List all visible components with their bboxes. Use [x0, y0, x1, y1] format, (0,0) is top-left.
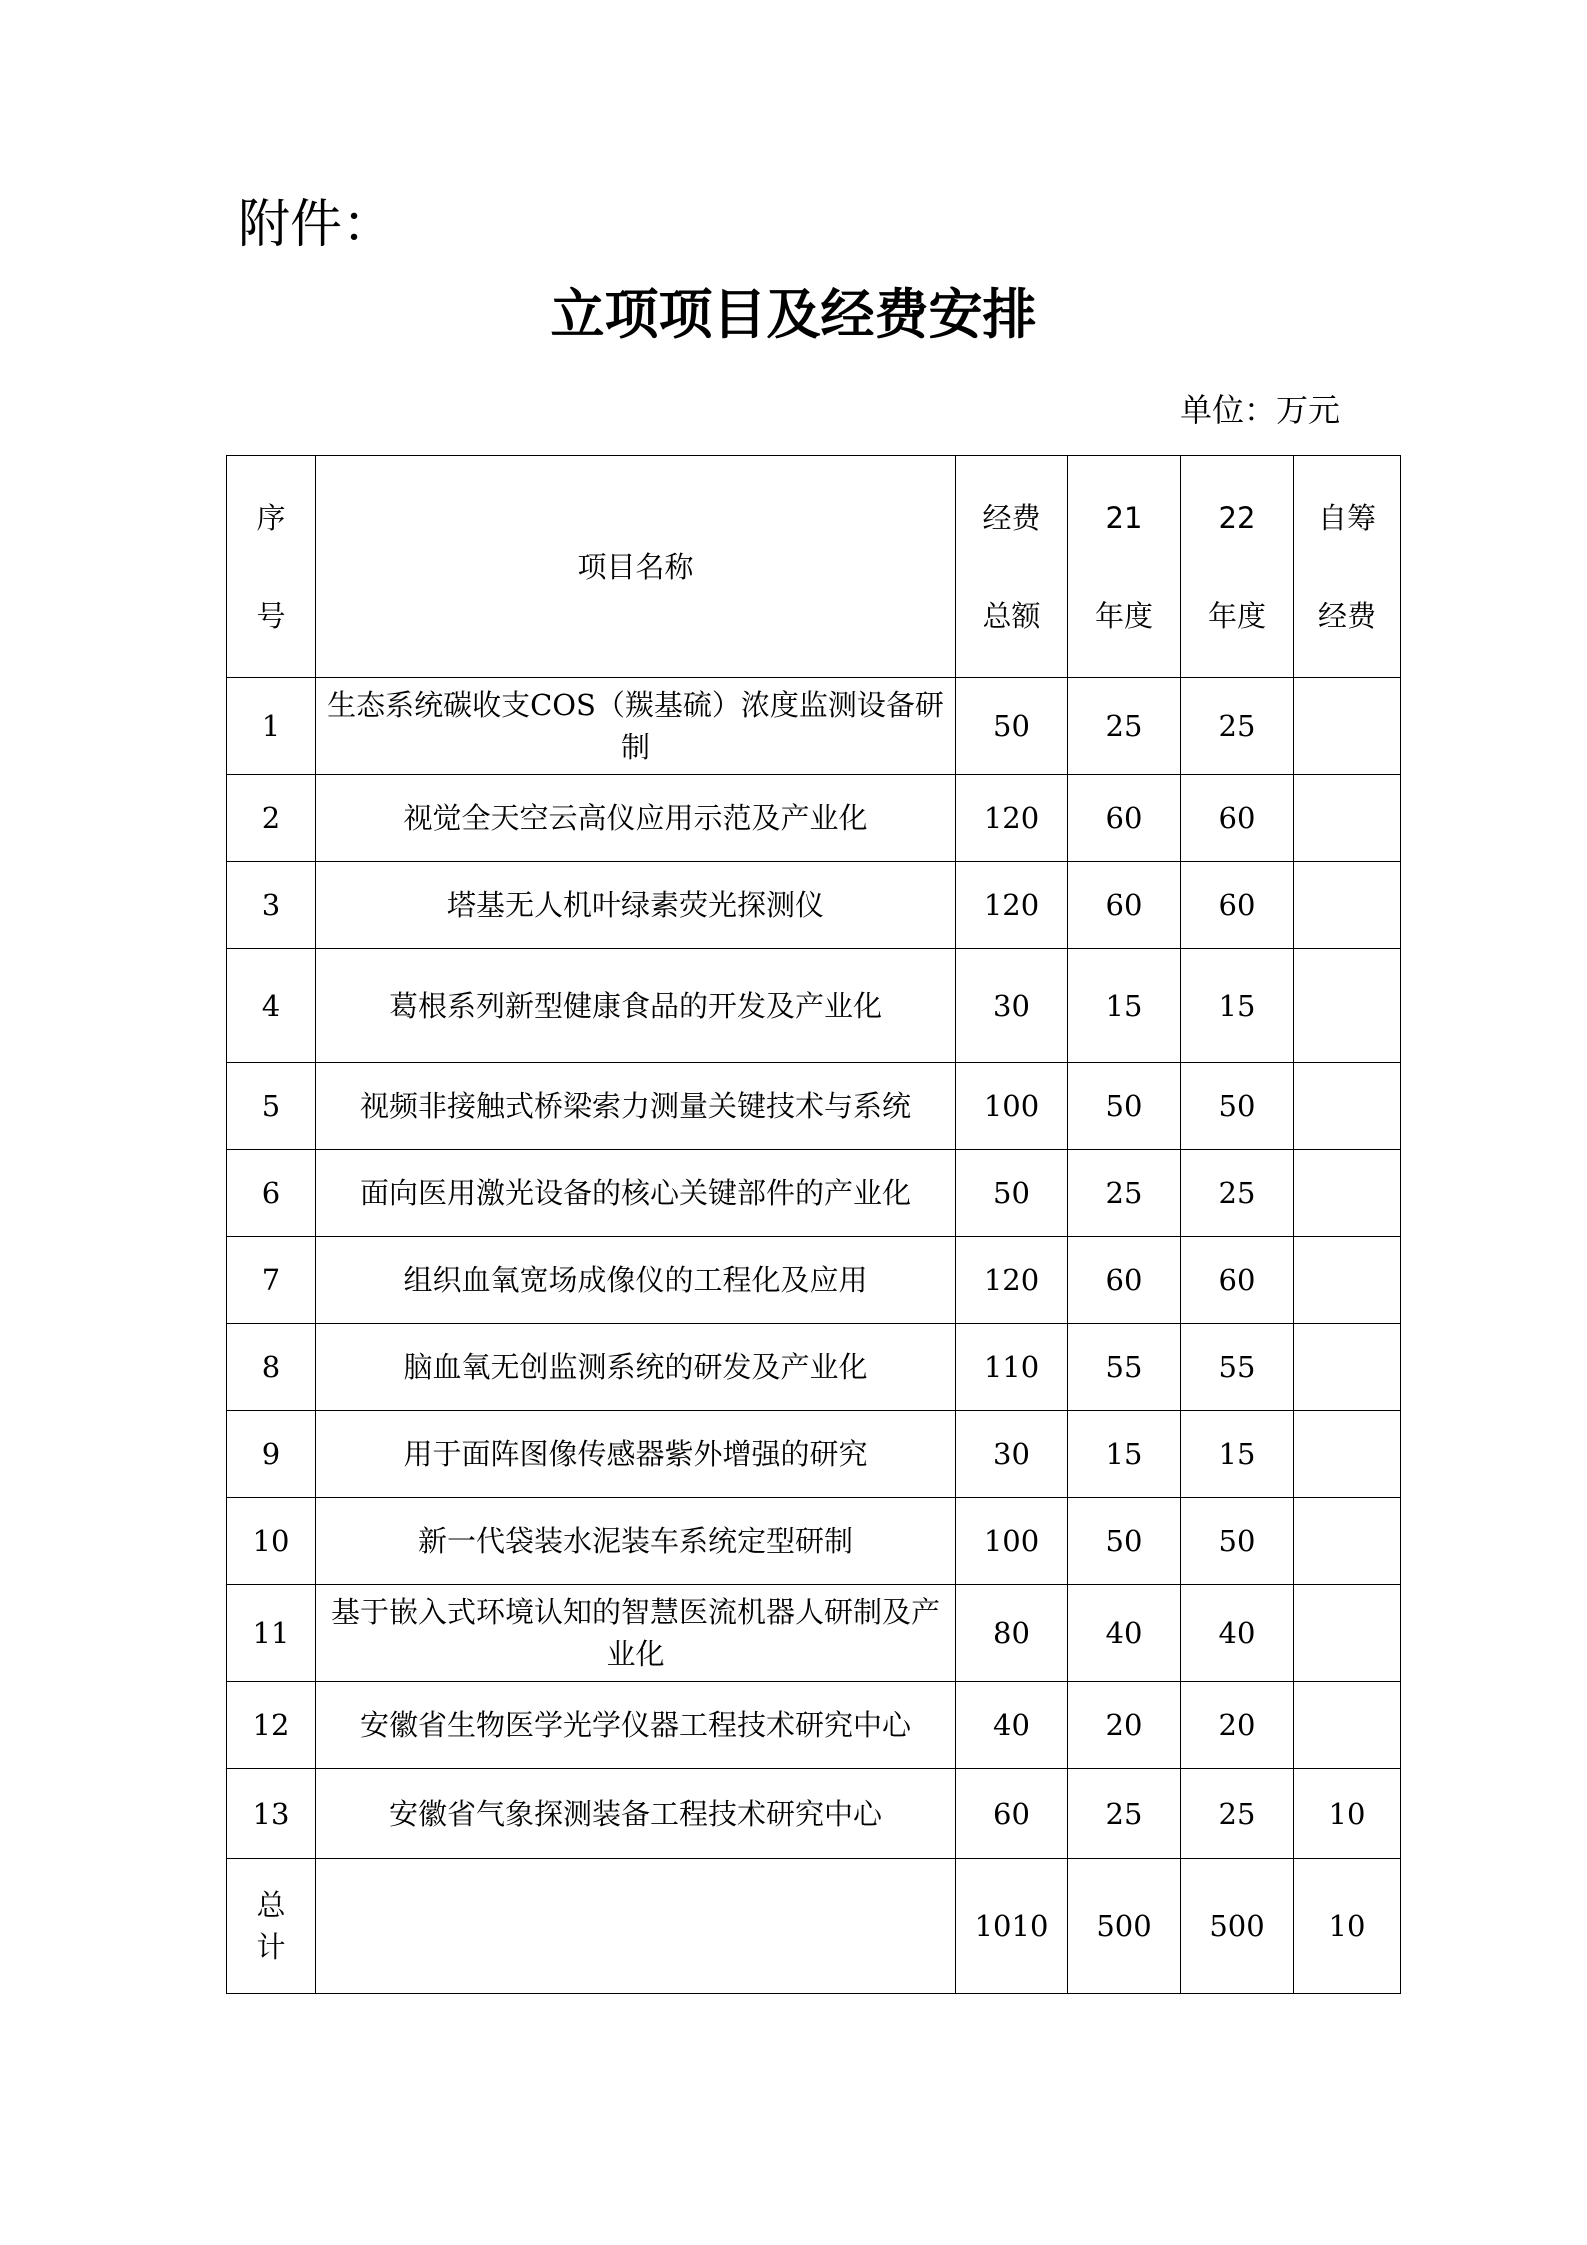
cell-project-name: 面向医用激光设备的核心关键部件的产业化: [316, 1150, 956, 1237]
cell-total: 110: [956, 1324, 1068, 1411]
cell-year-22: 60: [1181, 1237, 1294, 1324]
cell-self-funding: [1294, 949, 1401, 1063]
cell-year-21: 25: [1068, 678, 1181, 775]
table-row: [227, 949, 1401, 1063]
cell-seq: 11: [227, 1585, 316, 1682]
cell-year-22: 50: [1181, 1498, 1294, 1585]
cell-total: 80: [956, 1585, 1068, 1682]
cell-total: 30: [956, 949, 1068, 1063]
cell-total: 120: [956, 1237, 1068, 1324]
table-row: [227, 1237, 1401, 1324]
header-total: 经费 总额: [956, 456, 1068, 678]
cell-self-funding: [1294, 1237, 1401, 1324]
cell-self-funding: 10: [1294, 1769, 1401, 1859]
page-title: 立项项目及经费安排: [550, 283, 1037, 346]
cell-total: 40: [956, 1682, 1068, 1769]
table-row: [227, 678, 1401, 775]
cell-total: 100: [956, 1498, 1068, 1585]
cell-year-22: 15: [1181, 949, 1294, 1063]
cell-project-name: 葛根系列新型健康食品的开发及产业化: [316, 949, 956, 1063]
cell-total: 60: [956, 1769, 1068, 1859]
cell-project-name: 用于面阵图像传感器紫外增强的研究: [316, 1411, 956, 1498]
cell-total: 30: [956, 1411, 1068, 1498]
cell-self-funding: [1294, 775, 1401, 862]
cell-year-21: 15: [1068, 1411, 1181, 1498]
table-row: [227, 1769, 1401, 1859]
table-row: [227, 862, 1401, 949]
cell-project-name: 脑血氧无创监测系统的研发及产业化: [316, 1324, 956, 1411]
cell-year-21: 55: [1068, 1324, 1181, 1411]
cell-year-21: 500: [1068, 1859, 1181, 1994]
cell-seq: 12: [227, 1682, 316, 1769]
cell-year-22: 25: [1181, 1769, 1294, 1859]
total-row: [227, 1859, 1401, 1994]
cell-year-21: 15: [1068, 949, 1181, 1063]
cell-year-22: 15: [1181, 1411, 1294, 1498]
table-row: [227, 1682, 1401, 1769]
cell-total: 50: [956, 678, 1068, 775]
cell-self-funding: [1294, 1411, 1401, 1498]
cell-year-22: 25: [1181, 1150, 1294, 1237]
cell-seq: 2: [227, 775, 316, 862]
attachment-label: 附件：: [238, 195, 395, 255]
cell-year-21: 50: [1068, 1063, 1181, 1150]
cell-year-22: 55: [1181, 1324, 1294, 1411]
header-name: 项目名称: [316, 456, 956, 678]
cell-self-funding: [1294, 1498, 1401, 1585]
cell-year-21: 60: [1068, 775, 1181, 862]
cell-year-21: 25: [1068, 1769, 1181, 1859]
cell-year-21: 25: [1068, 1150, 1181, 1237]
cell-total: 1010: [956, 1859, 1068, 1994]
cell-year-21: 50: [1068, 1498, 1181, 1585]
table-row: [227, 1585, 1401, 1682]
cell-project-name: 基于嵌入式环境认知的智慧医流机器人研制及产业化: [316, 1585, 956, 1682]
cell-project-name: [316, 1859, 956, 1994]
cell-total-label: 总 计: [227, 1859, 316, 1994]
cell-year-21: 20: [1068, 1682, 1181, 1769]
cell-year-22: 20: [1181, 1682, 1294, 1769]
table-row: [227, 1063, 1401, 1150]
cell-seq: 5: [227, 1063, 316, 1150]
cell-year-21: 40: [1068, 1585, 1181, 1682]
cell-year-22: 60: [1181, 775, 1294, 862]
cell-total: 100: [956, 1063, 1068, 1150]
cell-year-22: 25: [1181, 678, 1294, 775]
header-seq: 序 号: [227, 456, 316, 678]
table-row: [227, 1150, 1401, 1237]
cell-self-funding: [1294, 1585, 1401, 1682]
cell-year-22: 60: [1181, 862, 1294, 949]
cell-self-funding: [1294, 678, 1401, 775]
cell-self-funding: [1294, 1063, 1401, 1150]
unit-label: 单位：万元: [1180, 391, 1341, 429]
cell-year-22: 500: [1181, 1859, 1294, 1994]
cell-project-name: 视频非接触式桥梁索力测量关键技术与系统: [316, 1063, 956, 1150]
cell-total: 120: [956, 862, 1068, 949]
cell-seq: 13: [227, 1769, 316, 1859]
cell-self-funding: [1294, 1682, 1401, 1769]
cell-total: 50: [956, 1150, 1068, 1237]
cell-seq: 7: [227, 1237, 316, 1324]
cell-seq: 10: [227, 1498, 316, 1585]
table-row: [227, 775, 1401, 862]
cell-self-funding: [1294, 1150, 1401, 1237]
cell-project-name: 安徽省生物医学光学仪器工程技术研究中心: [316, 1682, 956, 1769]
cell-total: 120: [956, 775, 1068, 862]
cell-self-funding: [1294, 1324, 1401, 1411]
cell-seq: 6: [227, 1150, 316, 1237]
cell-self-funding: [1294, 862, 1401, 949]
header-year-21: 21 年度: [1068, 456, 1181, 678]
cell-year-22: 40: [1181, 1585, 1294, 1682]
cell-project-name: 新一代袋装水泥装车系统定型研制: [316, 1498, 956, 1585]
cell-seq: 9: [227, 1411, 316, 1498]
cell-seq: 1: [227, 678, 316, 775]
cell-project-name: 组织血氧宽场成像仪的工程化及应用: [316, 1237, 956, 1324]
budget-table: [226, 455, 1401, 1994]
cell-seq: 8: [227, 1324, 316, 1411]
cell-seq: 4: [227, 949, 316, 1063]
cell-self-funding: 10: [1294, 1859, 1401, 1994]
cell-year-22: 50: [1181, 1063, 1294, 1150]
cell-project-name: 安徽省气象探测装备工程技术研究中心: [316, 1769, 956, 1859]
cell-project-name: 塔基无人机叶绿素荧光探测仪: [316, 862, 956, 949]
header-year-22: 22 年度: [1181, 456, 1294, 678]
cell-year-21: 60: [1068, 1237, 1181, 1324]
cell-project-name: 视觉全天空云高仪应用示范及产业化: [316, 775, 956, 862]
table-row: [227, 1498, 1401, 1585]
cell-year-21: 60: [1068, 862, 1181, 949]
table-row: [227, 1324, 1401, 1411]
cell-seq: 3: [227, 862, 316, 949]
table-row: [227, 1411, 1401, 1498]
header-row: [227, 456, 1401, 678]
header-self-funding: 自筹 经费: [1294, 456, 1401, 678]
cell-project-name: 生态系统碳收支COS（羰基硫）浓度监测设备研制: [316, 678, 956, 775]
